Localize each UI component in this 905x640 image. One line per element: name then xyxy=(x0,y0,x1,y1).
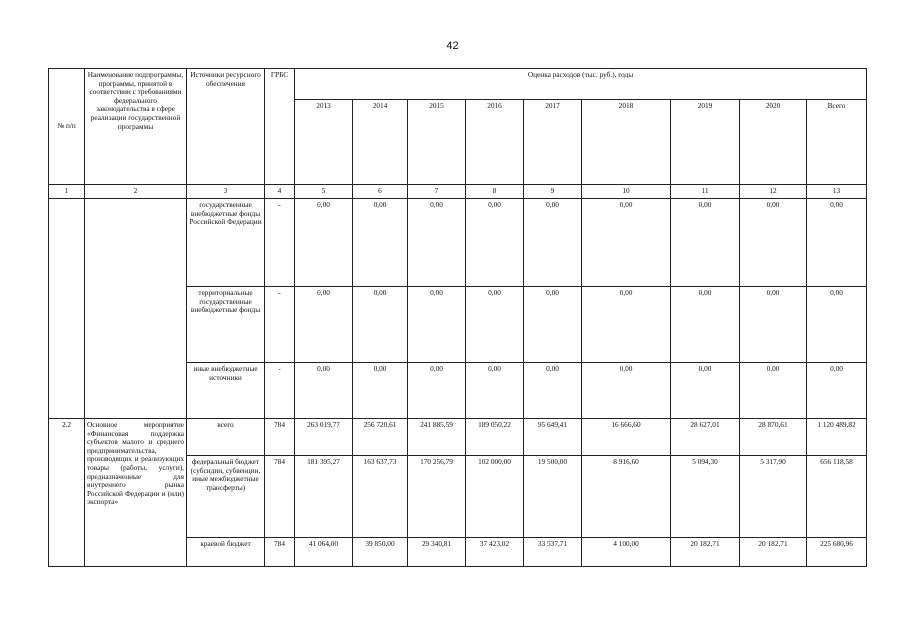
header-source: Источники ресурсного обеспечения xyxy=(187,69,265,185)
column-index: 10 xyxy=(582,185,671,199)
column-index: 4 xyxy=(265,185,295,199)
value-cell: 0,00 xyxy=(740,287,807,363)
value-cell: 0,00 xyxy=(466,199,524,287)
grbs-cell: - xyxy=(265,287,295,363)
grbs-cell: - xyxy=(265,199,295,287)
value-cell: 8 916,60 xyxy=(582,456,671,538)
column-index: 6 xyxy=(353,185,408,199)
value-cell: 39 850,00 xyxy=(353,538,408,567)
grbs-cell: 784 xyxy=(265,538,295,567)
value-cell: 19 500,00 xyxy=(524,456,582,538)
value-cell: 20 182,71 xyxy=(740,538,807,567)
table-row xyxy=(49,419,867,456)
total-cell: 225 680,96 xyxy=(807,538,867,567)
value-cell: 5 317,90 xyxy=(740,456,807,538)
year-header: 2017 xyxy=(524,100,582,185)
value-cell: 28 627,01 xyxy=(671,419,740,456)
value-cell: 0,00 xyxy=(524,363,582,419)
year-header: 2013 xyxy=(295,100,353,185)
column-index: 7 xyxy=(408,185,466,199)
column-index: 13 xyxy=(807,185,867,199)
header-row-no: № п/п xyxy=(49,69,85,185)
column-index: 12 xyxy=(740,185,807,199)
value-cell: 4 100,00 xyxy=(582,538,671,567)
value-cell: 241 885,59 xyxy=(408,419,466,456)
value-cell: 0,00 xyxy=(408,363,466,419)
value-cell: 0,00 xyxy=(408,287,466,363)
value-cell: 0,00 xyxy=(740,199,807,287)
header-name: Наименование подпрограммы, программы, принятой в соответствии с требованиями федерального законодательства в сфере реализации государственной программы xyxy=(85,69,187,185)
total-header: Всего xyxy=(807,100,867,185)
header-estimate: Оценка расходов (тыс. руб.), годы xyxy=(295,69,867,100)
value-cell: 0,00 xyxy=(295,363,353,419)
header-row xyxy=(49,69,867,100)
year-header: 2018 xyxy=(582,100,671,185)
value-cell: 181 395,27 xyxy=(295,456,353,538)
program-name-cell xyxy=(85,199,187,419)
total-cell: 0,00 xyxy=(807,287,867,363)
column-index: 2 xyxy=(85,185,187,199)
table-row xyxy=(49,199,867,287)
source-cell: федеральный бюджет (субсидии, субвенции, иные межбюджетные трансферты) xyxy=(187,456,265,538)
column-index-row xyxy=(49,185,867,199)
total-cell: 1 120 489,82 xyxy=(807,419,867,456)
year-header: 2014 xyxy=(353,100,408,185)
value-cell: 0,00 xyxy=(295,287,353,363)
value-cell: 263 019,77 xyxy=(295,419,353,456)
value-cell: 37 423,02 xyxy=(466,538,524,567)
value-cell: 0,00 xyxy=(671,363,740,419)
total-cell: 656 118,58 xyxy=(807,456,867,538)
column-index: 5 xyxy=(295,185,353,199)
value-cell: 0,00 xyxy=(582,287,671,363)
value-cell: 41 064,00 xyxy=(295,538,353,567)
value-cell: 0,00 xyxy=(353,287,408,363)
source-cell: всего xyxy=(187,419,265,456)
grbs-cell: 784 xyxy=(265,456,295,538)
value-cell: 0,00 xyxy=(295,199,353,287)
page-number: 42 xyxy=(446,40,459,52)
year-header: 2016 xyxy=(466,100,524,185)
column-index: 3 xyxy=(187,185,265,199)
value-cell: 5 094,30 xyxy=(671,456,740,538)
value-cell: 0,00 xyxy=(466,363,524,419)
source-cell: территориальные государственные внебюджетные фонды xyxy=(187,287,265,363)
value-cell: 16 666,60 xyxy=(582,419,671,456)
value-cell: 28 870,61 xyxy=(740,419,807,456)
value-cell: 95 649,41 xyxy=(524,419,582,456)
column-index: 9 xyxy=(524,185,582,199)
column-index: 8 xyxy=(466,185,524,199)
value-cell: 256 720,61 xyxy=(353,419,408,456)
column-index: 11 xyxy=(671,185,740,199)
total-cell: 0,00 xyxy=(807,363,867,419)
total-cell: 0,00 xyxy=(807,199,867,287)
value-cell: 0,00 xyxy=(671,199,740,287)
row-no-cell xyxy=(49,199,85,419)
source-cell: государственные внебюджетные фонды Российской Федерации xyxy=(187,199,265,287)
value-cell: 189 050,22 xyxy=(466,419,524,456)
budget-table xyxy=(48,68,867,567)
value-cell: 163 637,73 xyxy=(353,456,408,538)
year-header: 2019 xyxy=(671,100,740,185)
value-cell: 0,00 xyxy=(524,287,582,363)
value-cell: 0,00 xyxy=(524,199,582,287)
value-cell: 20 182,71 xyxy=(671,538,740,567)
source-cell: краевой бюджет xyxy=(187,538,265,567)
row-no-cell: 2.2 xyxy=(49,419,85,567)
value-cell: 0,00 xyxy=(466,287,524,363)
header-grbs: ГРБС xyxy=(265,69,295,185)
value-cell: 0,00 xyxy=(582,363,671,419)
value-cell: 0,00 xyxy=(671,287,740,363)
year-header: 2015 xyxy=(408,100,466,185)
column-index: 1 xyxy=(49,185,85,199)
grbs-cell: - xyxy=(265,363,295,419)
value-cell: 0,00 xyxy=(582,199,671,287)
value-cell: 170 256,79 xyxy=(408,456,466,538)
year-header: 2020 xyxy=(740,100,807,185)
value-cell: 29 340,81 xyxy=(408,538,466,567)
value-cell: 102 000,00 xyxy=(466,456,524,538)
value-cell: 0,00 xyxy=(353,363,408,419)
value-cell: 0,00 xyxy=(408,199,466,287)
value-cell: 0,00 xyxy=(353,199,408,287)
value-cell: 33 537,71 xyxy=(524,538,582,567)
value-cell: 0,00 xyxy=(740,363,807,419)
grbs-cell: 784 xyxy=(265,419,295,456)
program-name-cell: Основное мероприятие «Финансовая поддержка субъектов малого и среднего предпринимательства, производящих и реализующих товары (работы, услуги), предназначенные для внутреннего рынка Российской Федерации и (или) экспорта» xyxy=(85,419,187,567)
source-cell: иные внебюджетные источники xyxy=(187,363,265,419)
